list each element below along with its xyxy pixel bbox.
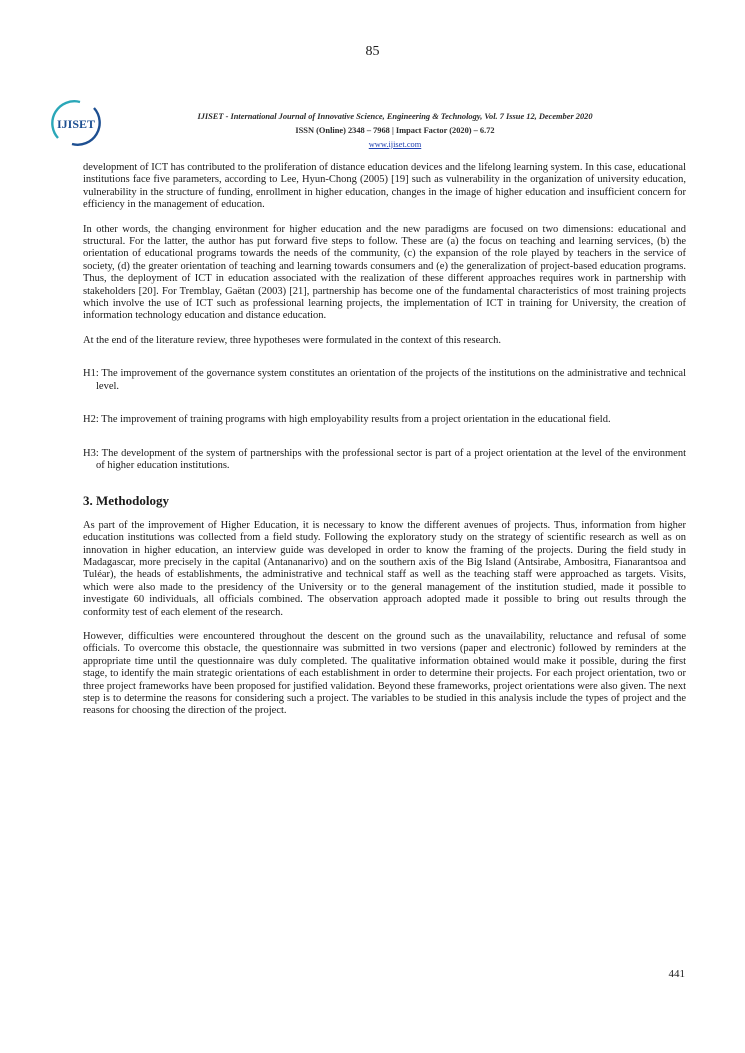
bottom-page-number: 441 (668, 968, 685, 980)
hypothesis-2: H2: The improvement of training programs with high employability results from a project orientation in the educational field. (83, 414, 611, 426)
paragraph-3: At the end of the literature review, three hypotheses were formulated in the context of this research. (83, 334, 501, 346)
paragraph-2: In other words, the changing environment for higher education and the new paradigms are focused on two dimensions: educational and structural. For the latter, the author has put forward five steps to follow. These are (a) the focus on teaching and learning services, (b) the orientation of educational programs towards the needs of the community, (c) the expansion of the role played by teachers in the service of society, (d) the greater orientation of teaching and learning towards consumers and (e) the generalization of project-based education programs. Thus, the deployment of ICT in education associated with the realization of these different approaches requires work in partnership with stakeholders [20]. For Tremblay, Gaëtan (2003) [21], partnership has become one of the fundamental characteristics of most training projects which involve the use of ICT such as professional learning projects, the implementation of ICT in training for University, the creation of information technology education and distance education. (83, 223, 686, 322)
article-body (83, 162, 686, 718)
paragraph-4: As part of the improvement of Higher Education, it is necessary to know the different avenues of projects. Thus, information from higher education institutions was collected from a field study. Following the exploratory study on the strategy of scientific research as well as on innovation in higher education, an interview guide was developed in order to know the framing of the projects. During the field study in Madagascar, more precisely in the capital (Antananarivo) and on the southern axis of the Big Island (Antsirabe, Ambositra, Fianarantsoa and Tuléar), the heads of establishments, the administrative and technical staff as well as the teaching staff were approached as targets. Visits, which were also made to the presidency of the University or to the general management of the institution studied, made it possible to investigate 60 individuals, all officials combined. The observation approach adopted made it possible to bring out results through the conformity test of each element of the research. (83, 519, 686, 618)
paragraph-5: However, difficulties were encountered throughout the descent on the ground such as the unavailability, reluctance and refusal of some officials. To overcome this obstacle, the questionnaire was submitted in two versions (paper and electronic) followed by reminders at the appropriate time until the questionnaire was duly completed. The qualitative information obtained would make it possible, during the first stage, to identify the main strategic orientations of each establishment in order to determine their projects. For each project orientation, two or three project frameworks have been proposed for justified validation. Beyond these frameworks, project orientations were also given. The next step is to determine the reasons for considering such a project. The variables to be studied in this analysis include the types of project and the reasons for choosing the direction of the project. (83, 630, 686, 717)
paragraph-1: development of ICT has contributed to the proliferation of distance education devices and the lifelong learning system. In this case, educational institutions face five parameters, according to Lee, Hyun-Chong (2005) [19] such as vulnerability in the organization of university education, vulnerability in the structure of funding, enrollment in higher education, changes in the image of higher education and insufficient concern for efficiency in the management of education. (83, 162, 686, 211)
svg-text:IJISET: IJISET (56, 117, 96, 131)
top-page-number: 85 (365, 44, 380, 59)
journal-title: IJISET - International Journal of Innovative Science, Engineering & Technology, Vol. 7 Issue 12, December 2020 (197, 112, 593, 121)
website-link[interactable]: www.ijiset.com (368, 140, 422, 149)
journal-logo (50, 98, 102, 148)
section-title: 3. Methodology (83, 493, 169, 509)
hypothesis-1: H1: The improvement of the governance system constitutes an orientation of the projects of the institutions on the administrative and technical level. (83, 368, 686, 392)
issn-line: ISSN (Online) 2348 – 7968 | Impact Factor (2020) – 6.72 (295, 126, 495, 135)
hypothesis-3: H3: The development of the system of partnerships with the professional sector is part of a project orientation at the level of the environment of higher education institutions. (83, 447, 686, 471)
journal-header (100, 110, 690, 152)
